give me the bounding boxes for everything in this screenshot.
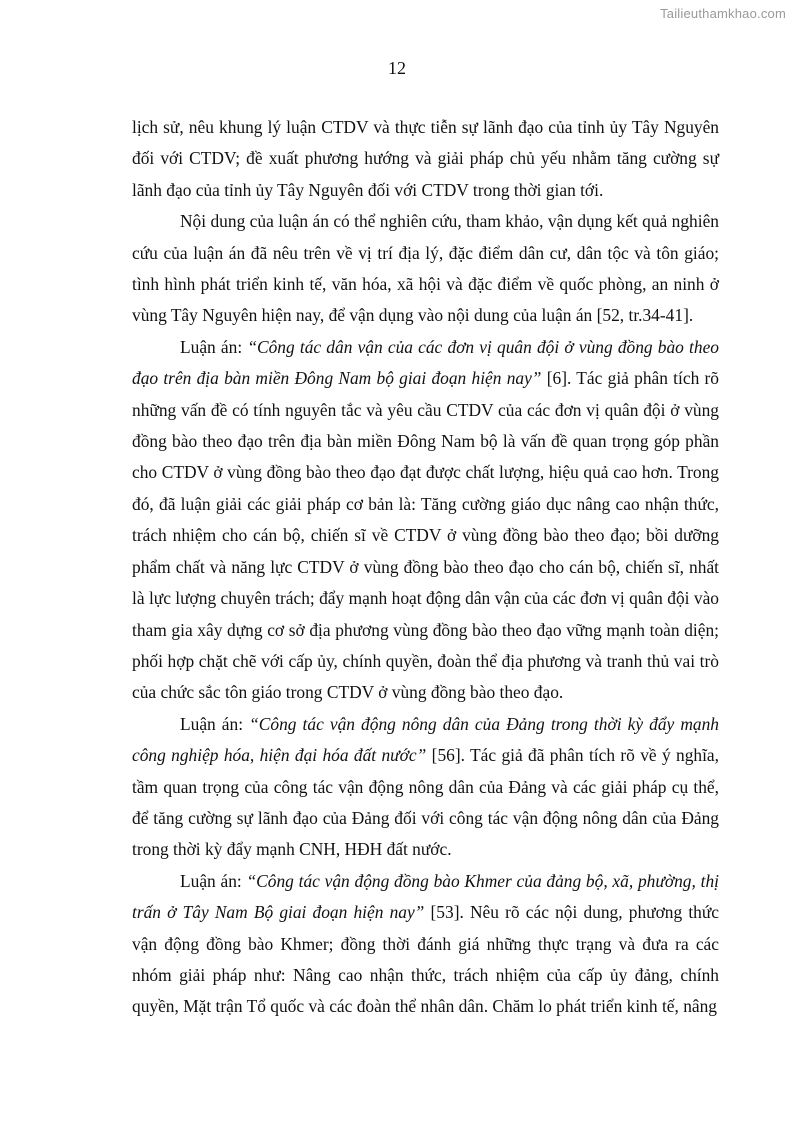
paragraph-text: [56]. Tác giả đã phân tích rõ về ý nghĩa, tầm quan trọng của công tác vận động nông dân của Đảng và các giải pháp cụ thể, để tăng cường sự lãnh đạo của Đảng đối với công tác vận động nông dân của Đảng trong thời kỳ đẩy mạnh CNH, HĐH đất nước. (132, 745, 719, 860)
paragraph-3 (132, 332, 719, 709)
paragraph-4 (132, 709, 719, 866)
paragraph-text: [6]. Tác giả phân tích rõ những vấn đề có tính nguyên tắc và yêu cầu CTDV của các đơn vị quân đội ở vùng đồng bào theo đạo trên địa bàn miền Đông Nam bộ là vấn đề quan trọng góp phần cho CTDV ở vùng đồng bào theo đạo đạt được chất lượng, hiệu quả cao hơn. Trong đó, đã luận giải các giải pháp cơ bản là: Tăng cường giáo dục nâng cao nhận thức, trách nhiệm cho cán bộ, chiến sĩ về CTDV ở vùng đồng bào theo đạo; bồi dưỡng phẩm chất và năng lực CTDV ở vùng đồng bào theo đạo cho cán bộ, chiến sĩ, nhất là lực lượng chuyên trách; đẩy mạnh hoạt động dân vận của các đơn vị quân đội vào tham gia xây dựng cơ sở địa phương vùng đồng bào theo đạo vững mạnh toàn diện; phối hợp chặt chẽ với cấp ủy, chính quyền, đoàn thể địa phương và tranh thủ vai trò của chức sắc tôn giáo trong CTDV ở vùng đồng bào theo đạo. (132, 368, 720, 703)
paragraph-lead: Luận án: (180, 870, 247, 891)
paragraph-1 (132, 112, 719, 206)
paragraph-2 (132, 206, 719, 332)
paragraph-text: Nội dung của luận án có thể nghiên cứu, tham khảo, vận dụng kết quả nghiên cứu của luận án đã nêu trên về vị trí địa lý, đặc điểm dân cư, dân tộc và tôn giáo; tình hình phát triển kinh tế, văn hóa, xã hội và đặc điểm về quốc phòng, an ninh ở vùng Tây Nguyên hiện nay, để vận dụng vào nội dung của luận án [52, tr.34-41]. (132, 211, 719, 326)
paragraph-5 (132, 866, 719, 1023)
thesis-title: “Công tác dân vận của các đơn vị quân đội ở vùng đồng bào theo đạo trên địa bàn miền Đông Nam bộ giai đoạn hiện nay” (132, 336, 719, 389)
paragraph-lead: Luận án: (180, 336, 248, 357)
thesis-title: “Công tác vận động nông dân của Đảng trong thời kỳ đẩy mạnh công nghiệp hóa, hiện đại hóa đất nước” (132, 713, 719, 766)
paragraph-text: [53]. Nêu rõ các nội dung, phương thức vận động đồng bào Khmer; đồng thời đánh giá những thực trạng và đưa ra các nhóm giải pháp như: Nâng cao nhận thức, trách nhiệm của cấp ủy đảng, chính quyền, Mặt trận Tổ quốc và các đoàn thể nhân dân. Chăm lo phát triển kinh tế, nâng (132, 902, 719, 1017)
thesis-title: “Công tác vận động đồng bào Khmer của đảng bộ, xã, phường, thị trấn ở Tây Nam Bộ giai đoạn hiện nay” (132, 870, 719, 923)
page-number: 12 (388, 58, 406, 78)
paragraph-text: lịch sử, nêu khung lý luận CTDV và thực tiễn sự lãnh đạo của tỉnh ủy Tây Nguyên đối với CTDV; đề xuất phương hướng và giải pháp chủ yếu nhằm tăng cường sự lãnh đạo của tỉnh ủy Tây Nguyên đối với CTDV trong thời gian tới. (132, 117, 719, 200)
paragraph-lead: Luận án: (180, 713, 250, 734)
document-body (132, 112, 719, 1023)
watermark: Tailieuthamkhao.com (660, 6, 786, 21)
